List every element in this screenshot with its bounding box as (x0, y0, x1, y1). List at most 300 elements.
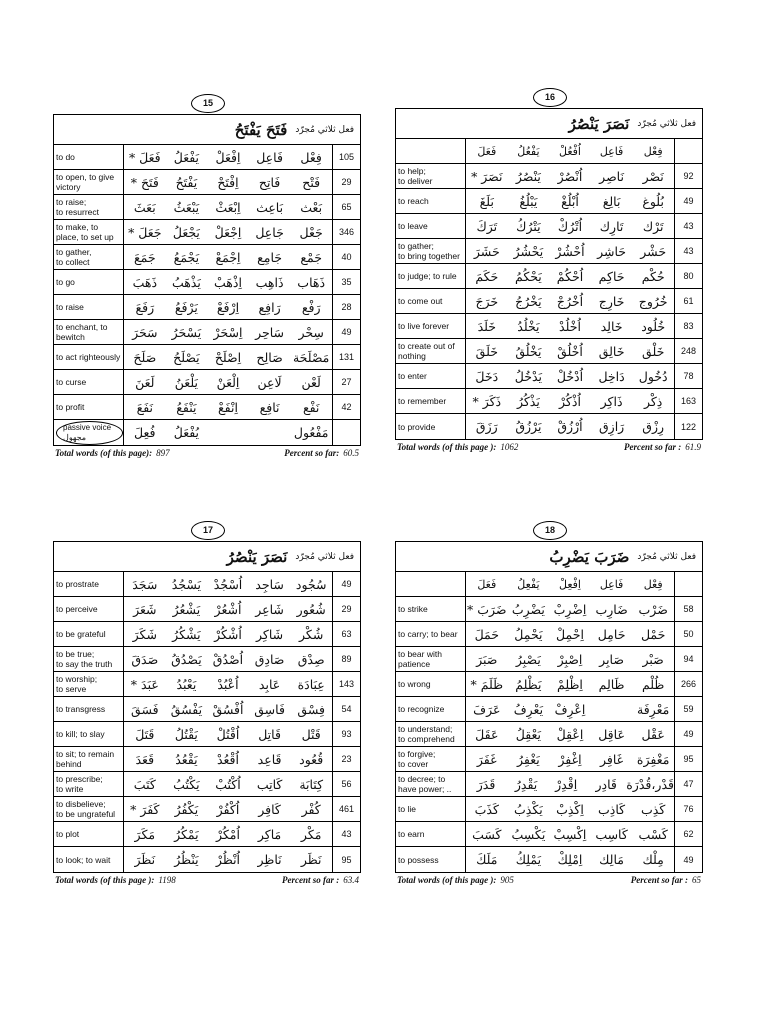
arabic-form: صَلَحَ (133, 349, 157, 365)
table-row (54, 597, 360, 622)
arabic-form: بَلَغَ (479, 193, 494, 209)
arabic-form: يَكْسِبُ (511, 826, 546, 842)
arabic-forms (466, 847, 674, 872)
percent-label: Percent so far : (624, 442, 682, 452)
arabic-form: اِضْرِبْ (553, 601, 587, 617)
pattern-verb: نَصَرَ يَنْصُرُ (226, 547, 288, 566)
occurrence-count: 58 (674, 597, 702, 621)
arabic-form: عَقَلَ (475, 726, 499, 742)
arabic-form: اُخْلُدْ (559, 318, 581, 334)
arabic-form: يَكْفُرُ (174, 801, 199, 817)
page-footer (53, 448, 361, 458)
page-number-badge: 18 (533, 521, 567, 540)
occurrence-count: 61 (674, 289, 702, 313)
arabic-form: اِكْذِبْ (556, 801, 584, 817)
arabic-form: خَارِج (598, 293, 625, 309)
pattern-form: فَاعِل (599, 144, 624, 158)
arabic-form: سُجُود (295, 576, 327, 592)
meaning-line: to deliver (398, 176, 433, 186)
verb-table (395, 541, 703, 873)
arabic-form: يَسْحَرُ (171, 324, 202, 340)
arabic-form: اِبْعَثْ (215, 199, 241, 215)
table-row (54, 747, 360, 772)
arabic-form: رَزَقَ (475, 419, 498, 434)
english-meaning (396, 239, 466, 263)
meaning-line: to enchant, to (56, 322, 108, 332)
english-meaning (54, 772, 124, 796)
arabic-form: يَكْذِبُ (514, 801, 543, 817)
arabic-form: اُسْجُدْ (213, 576, 243, 592)
arabic-forms (466, 414, 674, 439)
arabic-forms (466, 747, 674, 771)
eng-cell (396, 572, 466, 596)
percent-label: Percent so far : (282, 875, 340, 885)
occurrence-count: 65 (332, 195, 360, 219)
table-row (54, 772, 360, 797)
arabic-forms (124, 320, 332, 344)
passive-voice-label: passive voice مجهول (56, 421, 123, 445)
table-row (396, 797, 702, 822)
occurrence-count: 83 (674, 314, 702, 338)
occurrence-count: 80 (674, 264, 702, 288)
pattern-form: اُفْعُلْ (559, 144, 581, 158)
arabic-form: يَمْلِكُ (515, 852, 542, 867)
table-row (54, 270, 360, 295)
arabic-form: صِدْق (297, 651, 325, 667)
arabic-form: خُلُود (641, 318, 666, 334)
total-words (55, 875, 176, 885)
meaning-line: to carry; to bear (398, 629, 458, 639)
arabic-form: اُخْرُجْ (556, 293, 584, 309)
meaning-line: to judge; to rule (398, 271, 457, 281)
arabic-form: سِحْر (298, 324, 324, 340)
total-words-label: Total words (of this page ): (397, 875, 497, 885)
arabic-form: مَالِك (599, 852, 624, 867)
arabic-form: بَعْث (300, 199, 323, 215)
table-row (396, 189, 702, 214)
table-row (54, 420, 360, 445)
table-header (396, 109, 702, 139)
panel-18 (395, 525, 703, 885)
table-row (54, 622, 360, 647)
arabic-form: خَرَجَ (475, 293, 499, 309)
table-row (396, 772, 702, 797)
arabic-forms (124, 797, 332, 821)
arabic-form: نَصَرَ * (471, 168, 503, 184)
arabic-form: خَلْق (642, 343, 665, 359)
arabic-form: قَتَلَ (135, 726, 155, 742)
meaning-line: to possess (398, 854, 439, 865)
arabic-form: قَعَدَ (135, 751, 155, 767)
arabic-form: قَادِر (595, 776, 617, 792)
arabic-form: اِجْمَعْ (215, 249, 241, 265)
english-meaning (54, 647, 124, 671)
percent-value: 61.9 (685, 442, 701, 452)
arabic-form: يَجْمَعُ (173, 249, 200, 265)
arabic-form: يَذْهَبُ (171, 274, 201, 290)
arabic-forms (466, 822, 674, 846)
total-words (397, 442, 518, 452)
arabic-form: ظُلْم (641, 676, 665, 692)
arabic-form: صَدَقَ (131, 651, 159, 667)
meaning-line: to collect (56, 257, 90, 267)
arabic-form: يَنْفَعُ (176, 399, 197, 415)
english-meaning (396, 797, 466, 821)
occurrence-count: 49 (674, 722, 702, 746)
arabic-forms (466, 772, 674, 796)
arabic-form: يَمْكُرُ (174, 826, 199, 842)
meaning-line: to look; to wait (56, 854, 111, 865)
arabic-form: صَادِق (254, 651, 285, 667)
arabic-form: قَدْر،قُدْرَة (626, 776, 674, 792)
occurrence-count: 29 (332, 597, 360, 621)
meaning-line: to bear with (398, 649, 442, 659)
table-row (54, 145, 360, 170)
arabic-form: حَشْر (640, 243, 667, 259)
meaning-line: to bring together (398, 251, 460, 261)
arabic-forms (466, 189, 674, 213)
occurrence-count: 49 (332, 572, 360, 596)
page-footer (395, 875, 703, 885)
arabic-forms (124, 822, 332, 846)
arabic-form: سَحَرَ (132, 324, 158, 340)
arabic-form: اِغْفِرْ (558, 751, 582, 767)
arabic-form: حَامِل (597, 626, 626, 642)
meaning-line: to raise; (56, 197, 87, 207)
meaning-line: to provide (398, 421, 436, 432)
arabic-forms (466, 264, 674, 288)
arabic-form: مَاكِر (257, 826, 282, 842)
occurrence-count: 266 (674, 672, 702, 696)
total-words-label: Total words (of this page ): (55, 875, 155, 885)
arabic-form: اِعْقِلْ (556, 726, 584, 742)
meaning-line: to reach (398, 196, 429, 206)
arabic-form: قُعُود (299, 751, 324, 767)
verb-table (53, 114, 361, 446)
total-words-value: 1062 (500, 442, 519, 452)
arabic-form: تَرْك (642, 218, 664, 234)
occurrence-count: 95 (674, 747, 702, 771)
occurrence-count: 28 (332, 295, 360, 319)
arabic-form: اُعْبُدْ (217, 676, 239, 692)
english-meaning (54, 722, 124, 746)
meaning-line: to act righteously (56, 352, 121, 362)
meaning-line: to curse (56, 377, 87, 387)
occurrence-count: 76 (674, 797, 702, 821)
arabic-form: اُصْدُقْ (212, 651, 244, 667)
table-row (396, 647, 702, 672)
arabic-form: يَجْعَلُ (172, 224, 200, 240)
english-meaning (396, 847, 466, 872)
percent-so-far (631, 875, 701, 885)
occurrence-count: 163 (674, 389, 702, 413)
english-meaning (54, 195, 124, 219)
arabic-form: يَذْكُرُ (516, 393, 540, 409)
arabic-form: اِفْتَحْ (217, 174, 239, 190)
arabic-forms (124, 170, 332, 194)
meaning-line: to leave (398, 221, 428, 231)
arabic-form: اُكْتُبْ (215, 776, 241, 792)
table-header (396, 542, 702, 572)
occurrence-count: 94 (674, 647, 702, 671)
table-row (54, 195, 360, 220)
arabic-form: شَكَرَ (132, 626, 157, 642)
arabic-form: كَذِب (641, 801, 666, 817)
arabic-form: اِذْهَبْ (214, 274, 242, 290)
arabic-forms (466, 164, 674, 188)
english-meaning (396, 389, 466, 413)
english-meaning (396, 339, 466, 363)
verb-class-label: فعل ثلاثي مُجرّد (295, 551, 354, 562)
arabic-form: كَافِر (258, 801, 281, 817)
occurrence-count: 95 (332, 847, 360, 872)
arabic-form: خَلَقَ (475, 343, 498, 359)
arabic-forms (466, 647, 674, 671)
verb-table (53, 541, 361, 873)
meaning-line: to earn (398, 829, 425, 839)
table-row (54, 647, 360, 672)
verb-table (395, 108, 703, 440)
percent-value: 63.4 (343, 875, 359, 885)
percent-label: Percent so far : (630, 875, 688, 885)
total-words-value: 905 (500, 875, 514, 885)
meaning-line: to come out (398, 296, 443, 306)
english-meaning (396, 164, 466, 188)
arabic-form: سَاحِر (255, 324, 285, 340)
arabic-form: بَاعِث (256, 199, 284, 215)
meaning-line: to worship; (56, 674, 98, 684)
arabic-form: فَتْح (302, 174, 321, 190)
english-meaning (54, 395, 124, 419)
arabic-form: يَعْقِلُ (515, 726, 542, 742)
english-meaning (54, 847, 124, 872)
english-meaning (396, 314, 466, 338)
meaning-line: to strike (398, 604, 428, 614)
occurrence-count: 122 (674, 414, 702, 439)
pattern-verb: نَصَرَ يَنْصُرُ (568, 114, 630, 133)
percent-so-far (282, 875, 359, 885)
table-row (396, 289, 702, 314)
arabic-form: نَاظِر (257, 852, 282, 867)
meaning-line: to plot (56, 829, 80, 839)
arabic-form: يَدْخُلُ (514, 368, 542, 384)
english-meaning (54, 597, 124, 621)
arabic-forms (466, 339, 674, 363)
meaning-line: to go (56, 277, 75, 287)
arabic-form: ذَاهِب (255, 274, 284, 290)
verb-class-label: فعل ثلاثي مُجرّد (637, 551, 696, 562)
arabic-forms (124, 747, 332, 771)
arabic-form: اُشْكُرْ (214, 626, 242, 642)
occurrence-count: 49 (332, 320, 360, 344)
arabic-forms (466, 289, 674, 313)
english-meaning (54, 320, 124, 344)
meaning-line: to decree; to (398, 774, 446, 784)
arabic-form: كَاذِب (598, 801, 626, 817)
arabic-form: ذَهَاب (297, 274, 326, 290)
arabic-form: بَالِغ (602, 193, 621, 209)
english-meaning (54, 797, 124, 821)
english-meaning (396, 189, 466, 213)
arabic-form: شَعَرَ (133, 601, 157, 617)
arabic-form: حُكْم (641, 268, 665, 284)
english-meaning (396, 772, 466, 796)
arabic-forms (124, 220, 332, 244)
arabic-form: مَكَرَ (134, 826, 156, 842)
occurrence-count: 62 (674, 822, 702, 846)
arabic-form: رِزْق (642, 419, 665, 434)
arabic-form: قَتْل (301, 726, 321, 742)
arabic-form: فَاسِق (254, 701, 285, 717)
arabic-form: اِقْدِرْ (555, 776, 578, 792)
arabic-forms (466, 697, 674, 721)
occurrence-count: 47 (674, 772, 702, 796)
english-meaning (54, 245, 124, 269)
arabic-form: دُخُول (638, 368, 668, 384)
arabic-form: عَرَفَ (473, 701, 501, 717)
arabic-form: سَاجِد (255, 576, 284, 592)
occurrence-count: 248 (674, 339, 702, 363)
arabic-form: يَفْعَلُ (173, 149, 200, 165)
english-meaning (396, 622, 466, 646)
arabic-form: نَفَعَ (136, 399, 154, 415)
pattern-form: فِعْل (643, 144, 663, 158)
table-row (54, 320, 360, 345)
table-row (396, 722, 702, 747)
arabic-form: بَعَثَ (133, 199, 156, 215)
arabic-form: مَغْفِرَة (636, 751, 670, 767)
arabic-form: فُعِلَ (134, 425, 156, 440)
arabic-form: قَاعِد (257, 751, 282, 767)
arabic-forms (124, 295, 332, 319)
arabic-form: شَاكِر (256, 626, 284, 642)
occurrence-count: 54 (332, 697, 360, 721)
arabic-form: اِسْحَرْ (213, 324, 243, 340)
arabic-form: اُقْتُلْ (216, 726, 240, 742)
arabic-form: يَسْجُدُ (171, 576, 202, 592)
occurrence-count: 29 (332, 170, 360, 194)
percent-so-far (284, 448, 359, 458)
english-meaning (54, 672, 124, 696)
arabic-form: شُكْر (299, 626, 324, 642)
arabic-form: يَنْظُرُ (174, 852, 199, 867)
table-row (396, 164, 702, 189)
arabic-forms (124, 622, 332, 646)
arabic-form: يَقْعُدُ (175, 751, 198, 767)
arabic-forms (466, 364, 674, 388)
meaning-line: to recognize (398, 704, 445, 714)
table-row (396, 622, 702, 647)
arabic-forms (124, 572, 332, 596)
table-row (54, 245, 360, 270)
meaning-line: bewitch (56, 332, 85, 342)
table-row (54, 697, 360, 722)
meaning-line: to remember (398, 396, 447, 406)
arabic-form: كِتَابَة (299, 776, 324, 792)
column-header-row (396, 139, 702, 164)
arabic-form: فَسَقَ (131, 701, 159, 717)
meaning-line: to live forever (398, 321, 450, 331)
arabic-forms (124, 847, 332, 872)
arabic-form: دَخَلَ (475, 368, 499, 384)
english-meaning (54, 747, 124, 771)
table-row (396, 672, 702, 697)
arabic-form: كَتَبَ (133, 776, 156, 792)
arabic-form: تَارِك (599, 218, 624, 234)
english-meaning (396, 597, 466, 621)
arabic-form: فَاعِل (256, 149, 283, 165)
arabic-form: يَلْعَنُ (174, 374, 198, 390)
arabic-form: كَاتِب (256, 776, 283, 792)
page-footer (395, 442, 703, 452)
arabic-form: اِمْلِكْ (557, 852, 583, 867)
arabic-form: فَاتِح (258, 174, 281, 190)
table-row (54, 220, 360, 245)
meaning-line: to say the truth (56, 659, 113, 669)
meaning-line: to open, to give (56, 172, 115, 182)
arabic-form: يَخْلُدُ (517, 318, 540, 334)
arabic-form: اِجْعَلْ (214, 224, 242, 240)
arabic-forms (124, 697, 332, 721)
total-words (397, 875, 514, 885)
page-number-badge: 17 (191, 521, 225, 540)
table-row (396, 389, 702, 414)
occurrence-count: 43 (674, 214, 702, 238)
english-meaning (54, 220, 124, 244)
arabic-form: صَالِح (256, 349, 283, 365)
arabic-form: لَعْن (301, 374, 321, 390)
arabic-forms (466, 597, 674, 621)
arabic-form: سَجَدَ (132, 576, 158, 592)
meaning-line: have power; .. (398, 784, 452, 794)
arabic-forms (466, 797, 674, 821)
arabic-form: يَفْتَحُ (175, 174, 198, 190)
meaning-line: to cover (398, 759, 429, 769)
arabic-form: يَكْتُبُ (173, 776, 200, 792)
arabic-form: فِسْق (297, 701, 325, 717)
meaning-line: to gather; (398, 241, 434, 251)
percent-label: Percent so far: (284, 448, 340, 458)
arabic-form: حَكَمَ (475, 268, 499, 284)
arabic-form: فِعْل (300, 149, 322, 165)
panel-16 (395, 92, 703, 452)
arabic-forms (466, 389, 674, 413)
arabic-form: كَفَرَ * (130, 801, 160, 817)
english-meaning (396, 289, 466, 313)
arabic-form: ظَلَمَ * (470, 676, 504, 692)
meaning-line: to kill; to slay (56, 729, 105, 739)
arabic-form: يَتْرُكُ (516, 218, 541, 234)
pattern-form: اِفْعِلْ (559, 577, 581, 591)
table-row (54, 672, 360, 697)
occurrence-count: 131 (332, 345, 360, 369)
arabic-form: كَسْب (638, 826, 668, 842)
arabic-form: شُعُور (296, 601, 326, 617)
panel-15 (53, 98, 361, 458)
arabic-form: اِكْسِبْ (553, 826, 587, 842)
occurrence-count: 89 (332, 647, 360, 671)
arabic-form: يَظْلِمُ (515, 676, 542, 692)
total-words-value: 897 (156, 448, 170, 458)
total-words-value: 1198 (158, 875, 176, 885)
occurrence-count: 105 (332, 145, 360, 169)
meaning-line: to be grateful (56, 629, 106, 639)
arabic-form: اُدْخُلْ (556, 368, 584, 384)
arabic-form: اُمْكُرْ (216, 826, 240, 842)
meaning-line: to write (56, 784, 84, 794)
occurrence-count: 40 (332, 245, 360, 269)
occurrence-count: 49 (674, 847, 702, 872)
